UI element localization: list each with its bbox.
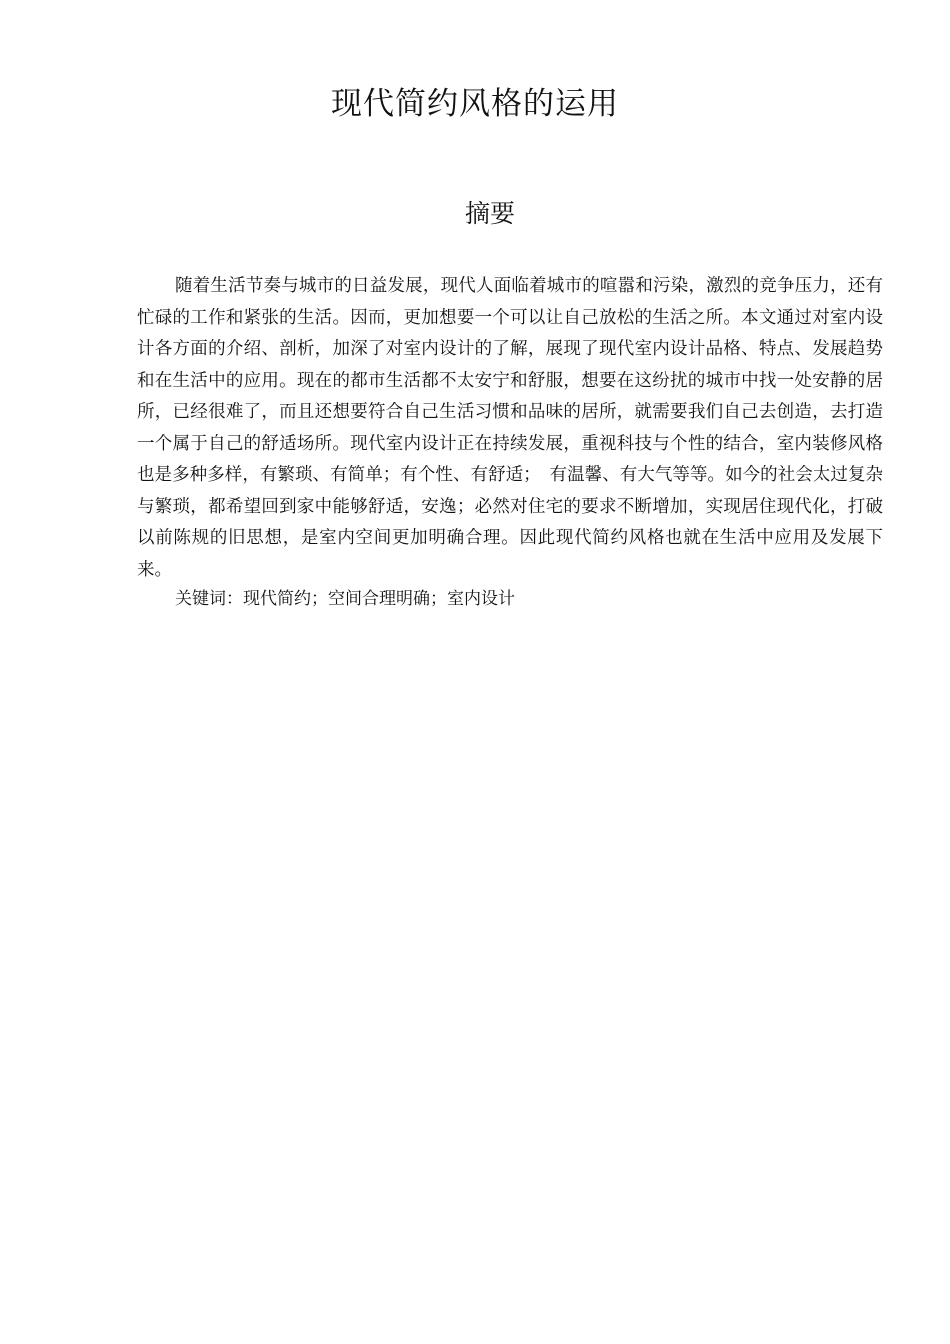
keywords-line — [175, 584, 875, 615]
abstract-paragraph: 随着生活节奏与城市的日益发展，现代人面临着城市的喧嚣和污染，激烈的竞争压力，还有忙碌的工作和紧张的生活。因而，更加想要一个可以让自己放松的生活之所。本文通过对室内设计各方面的介绍、剖析，加深了对室内设计的了解，展现了现代室内设计品格、特点、发展趋势和在生活中的应用。现在的都市生活都不太安宁和舒服，想要在这纷扰的城市中找一处安静的居所，已经很难了，而且还想要符合自己生活习惯和品味的居所，就需要我们自己去创造，去打造一个属于自己的舒适场所。现代室内设计正在持续发展，重视科技与个性的结合，室内装修风格也是多种多样，有繁琐、有简单；有个性、有舒适； 有温馨、有大气等等。如今的社会太过复杂与繁琐，都希望回到家中能够舒适，安逸；必然对住宅的要求不断增加，实现居住现代化，打破以前陈规的旧思想，是室内空间更加明确合理。因此现代简约风格也就在生活中应用及发展下来。 — [137, 276, 883, 580]
abstract-heading: 摘要 — [464, 199, 515, 228]
keywords-text: 现代简约；空间合理明确；室内设计 — [243, 589, 515, 609]
keywords-label: 关键词： — [175, 589, 243, 609]
document-title: 现代简约风格的运用 — [331, 86, 619, 122]
